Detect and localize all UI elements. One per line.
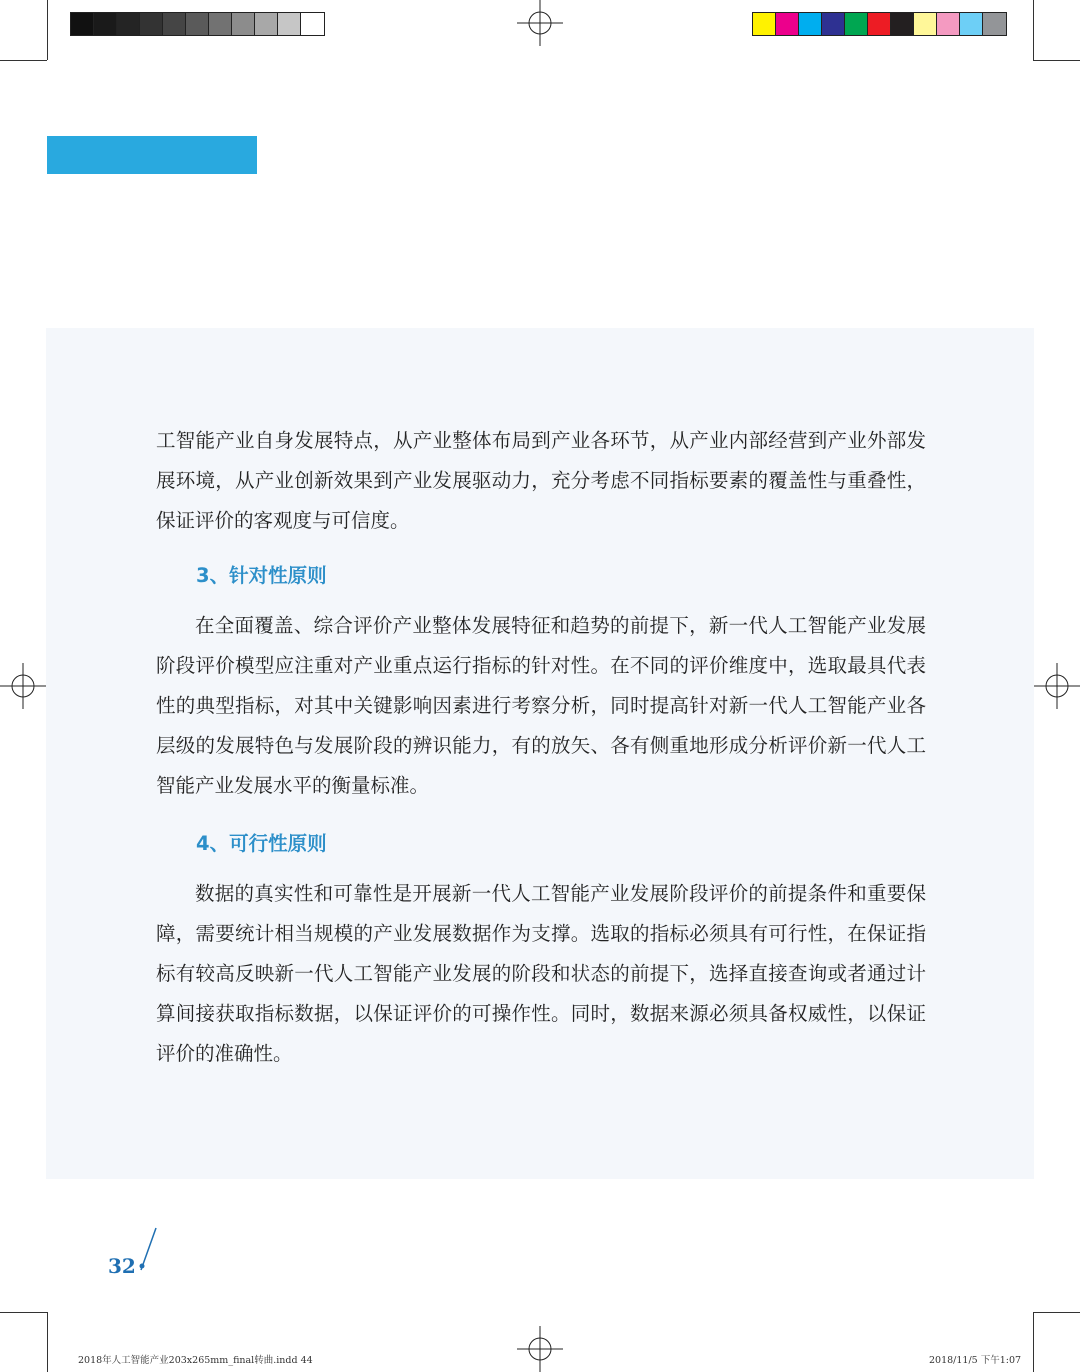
registration-mark-left-icon xyxy=(0,663,46,709)
page-number-slash-icon xyxy=(134,1226,160,1278)
process-color-bar xyxy=(752,12,1007,36)
process-color-swatch xyxy=(822,13,845,35)
process-color-swatch xyxy=(868,13,891,35)
slug-filename: 2018年人工智能产业203x265mm_final转曲.indd 44 xyxy=(78,1355,313,1366)
intro-text: 工智能产业自身发展特点，从产业整体布局到产业各环节，从产业内部经营到产业外部发展环境，从产业创新效果到产业发展驱动力，充分考虑不同指标要素的覆盖性与重叠性，保证评价的客观度与可信度。 xyxy=(156,429,926,532)
grayscale-swatch xyxy=(278,13,301,35)
registration-mark-right-icon xyxy=(1034,663,1080,709)
intro-paragraph xyxy=(156,421,926,541)
process-color-swatch xyxy=(891,13,914,35)
process-color-swatch xyxy=(799,13,822,35)
process-color-swatch xyxy=(914,13,937,35)
process-color-swatch xyxy=(983,13,1006,35)
grayscale-color-bar xyxy=(70,12,325,36)
section-4-heading: 4、可行性原则 xyxy=(196,832,327,855)
process-color-swatch xyxy=(937,13,960,35)
section-3-heading: 3、针对性原则 xyxy=(196,564,327,587)
grayscale-swatch xyxy=(301,13,324,35)
grayscale-swatch xyxy=(209,13,232,35)
section-3-text: 在全面覆盖、综合评价产业整体发展特征和趋势的前提下，新一代人工智能产业发展阶段评价模型应注重对产业重点运行指标的针对性。在不同的评价维度中，选取最具代表性的典型指标，对其中关键影响因素进行考察分析，同时提高针对新一代人工智能产业各层级的发展特色与发展阶段的辨识能力，有的放矢、各有侧重地形成分析评价新一代人工智能产业发展水平的衡量标准。 xyxy=(156,614,926,797)
grayscale-swatch xyxy=(255,13,278,35)
section-4-text: 数据的真实性和可靠性是开展新一代人工智能产业发展阶段评价的前提条件和重要保障，需要统计相当规模的产业发展数据作为支撑。选取的指标必须具有可行性，在保证指标有较高反映新一代人工智能产业发展的阶段和状态的前提下，选择直接查询或者通过计算间接获取指标数据，以保证评价的可操作性。同时，数据来源必须具备权威性，以保证评价的准确性。 xyxy=(156,882,926,1065)
grayscale-swatch xyxy=(186,13,209,35)
registration-mark-bottom-icon xyxy=(517,1326,563,1372)
process-color-swatch xyxy=(776,13,799,35)
grayscale-swatch xyxy=(163,13,186,35)
grayscale-swatch xyxy=(232,13,255,35)
process-color-swatch xyxy=(960,13,983,35)
section-4-paragraph xyxy=(156,874,926,1074)
page-number: 32 xyxy=(108,1254,136,1278)
process-color-swatch xyxy=(753,13,776,35)
grayscale-swatch xyxy=(71,13,94,35)
slug-timestamp: 2018/11/5 下午1:07 xyxy=(929,1355,1022,1366)
grayscale-swatch xyxy=(140,13,163,35)
section-3-paragraph xyxy=(156,606,926,806)
grayscale-swatch xyxy=(117,13,140,35)
section-title-band xyxy=(47,136,257,174)
process-color-swatch xyxy=(845,13,868,35)
grayscale-swatch xyxy=(94,13,117,35)
registration-mark-top-icon xyxy=(517,0,563,46)
